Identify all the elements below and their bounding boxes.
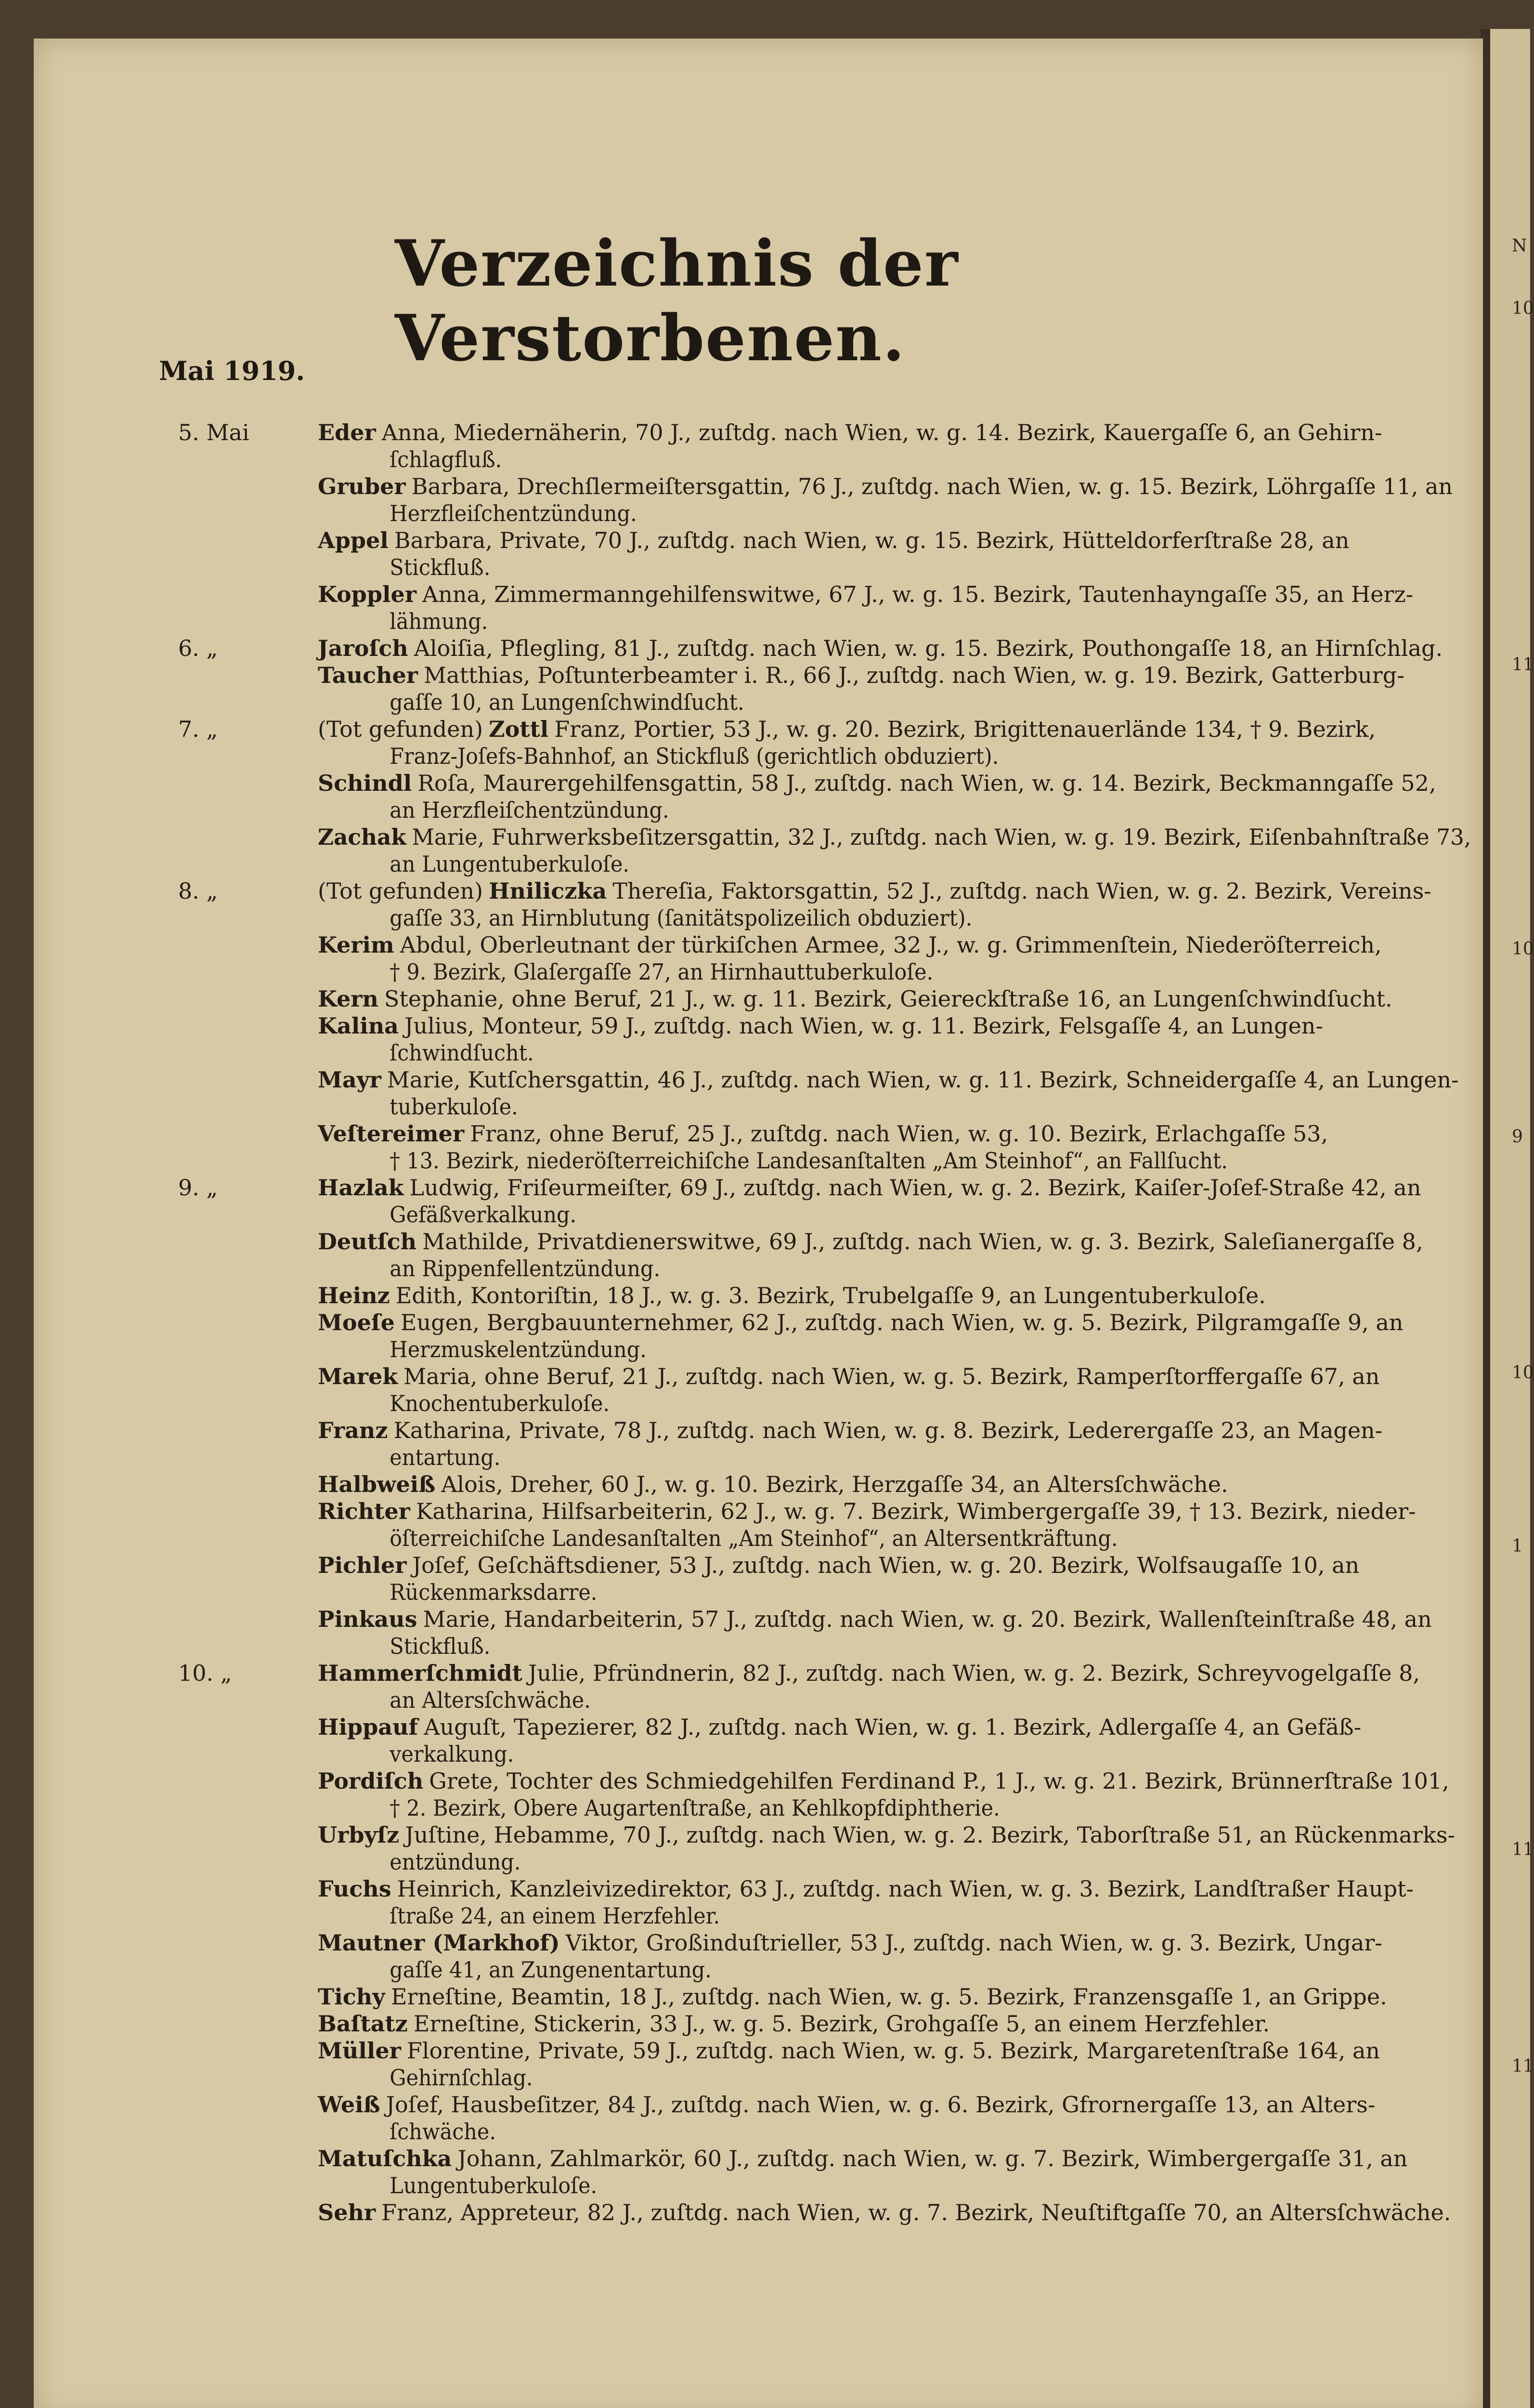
entry-surname: Hazlak: [318, 1175, 404, 1201]
register-entry: [318, 1363, 1471, 1417]
register-entry: [318, 1767, 1471, 1821]
register-entry: [318, 1228, 1471, 1282]
entry-surname: Marek: [318, 1363, 398, 1389]
register-entry: [318, 2145, 1471, 2199]
entry-details: Franz, Portier, 53 J., w. g. 20. Bezirk, Brigittenauerlände 134, † 9. Bezirk,: [554, 716, 1376, 742]
entry-continuation: gaſſe 10, an Lungenſchwindſucht.: [390, 689, 744, 715]
entry-date: 9. „: [178, 1175, 218, 1201]
entry-first-line: [318, 716, 1471, 743]
register-entry: [318, 581, 1471, 635]
entry-continuation: Rückenmarksdarre.: [390, 1579, 598, 1605]
entry-first-line: [318, 1309, 1471, 1336]
month-heading: Mai 1919.: [159, 355, 305, 386]
register-entry: [318, 1714, 1471, 1767]
entry-details: Barbara, Private, 70 J., zuſtdg. nach Wien, w. g. 15. Bezirk, Hütteldorferſtraße 28, an: [394, 527, 1350, 553]
entry-date: 5. Mai: [178, 419, 249, 445]
register-entry: [318, 1929, 1471, 1983]
entry-continuation: Stickfluß.: [390, 1633, 491, 1659]
entry-note: (Tot gefunden): [318, 716, 483, 742]
entry-continuation: Franz-Joſefs-Bahnhof, an Stickfluß (gerichtlich obduziert).: [390, 743, 999, 769]
entry-note: (Tot gefunden): [318, 878, 483, 904]
entry-details: Auguſt, Tapezierer, 82 J., zuſtdg. nach Wien, w. g. 1. Bezirk, Adlergaſſe 4, an Gefäß-: [424, 1714, 1362, 1740]
entry-first-line: [318, 1552, 1471, 1579]
entry-details: Edith, Kontoriſtin, 18 J., w. g. 3. Bezirk, Trubelgaſſe 9, an Lungentuberkuloſe.: [395, 1283, 1266, 1309]
entry-first-line: [318, 2199, 1471, 2226]
entry-details: Erneſtine, Beamtin, 18 J., zuſtdg. nach Wien, w. g. 5. Bezirk, Franzensgaſſe 1, an Grippe.: [390, 1984, 1387, 2010]
entry-surname: Mautner (Markhof): [318, 1930, 560, 1956]
entry-details: Alois, Dreher, 60 J., w. g. 10. Bezirk, Herzgaſſe 34, an Altersſchwäche.: [441, 1471, 1228, 1497]
edge-character: 9: [1512, 1127, 1523, 1147]
edge-character: 11: [1512, 655, 1534, 675]
edge-character: 1: [1512, 1536, 1523, 1556]
edge-character: N: [1512, 236, 1527, 256]
entry-details: Matthias, Poſtunterbeamter i. R., 66 J., zuſtdg. nach Wien, w. g. 19. Bezirk, Gatterburg-: [424, 662, 1404, 688]
entry-continuation: ſtraße 24, an einem Herzfehler.: [390, 1903, 720, 1929]
entry-details: Mathilde, Privatdienerswitwe, 69 J., zuſtdg. nach Wien, w. g. 3. Bezirk, Saleſianergaſſe 8,: [422, 1229, 1423, 1255]
entry-surname: Richter: [318, 1498, 410, 1524]
entry-surname: Pordiſch: [318, 1768, 424, 1794]
register-entry: [318, 1471, 1471, 1498]
entry-surname: Baſtatz: [318, 2011, 408, 2037]
entry-continuation: an Herzfleiſchentzündung.: [390, 797, 669, 823]
entry-date: 6. „: [178, 635, 218, 661]
entry-first-line: [318, 1174, 1471, 1201]
entry-details: Heinrich, Kanzleivizedirektor, 63 J., zuſtdg. nach Wien, w. g. 3. Bezirk, Landſtraßer Haupt-: [397, 1876, 1414, 1902]
death-register-list: [178, 419, 1471, 2226]
entry-first-line: [318, 662, 1471, 689]
entry-continuation: Herzfleiſchentzündung.: [390, 500, 637, 526]
register-entry: [318, 931, 1471, 985]
entry-details: Viktor, Großinduſtrieller, 53 J., zuſtdg. nach Wien, w. g. 3. Bezirk, Ungar-: [565, 1930, 1382, 1956]
entry-details: Julius, Monteur, 59 J., zuſtdg. nach Wien, w. g. 11. Bezirk, Felsgaſſe 4, an Lungen-: [404, 1013, 1323, 1039]
entry-first-line: [318, 1417, 1471, 1444]
entry-details: Roſa, Maurergehilfensgattin, 58 J., zuſtdg. nach Wien, w. g. 14. Bezirk, Beckmanngaſſe 52,: [417, 770, 1436, 796]
entry-first-line: [318, 770, 1471, 797]
entry-surname: Kalina: [318, 1013, 399, 1039]
entry-first-line: [318, 2091, 1471, 2118]
register-entry: [318, 1821, 1471, 1875]
entry-surname: Kerim: [318, 932, 394, 958]
register-entry: [318, 985, 1471, 1012]
entry-details: Anna, Miedernäherin, 70 J., zuſtdg. nach Wien, w. g. 14. Bezirk, Kauergaſſe 6, an Gehirn-: [381, 419, 1382, 445]
entry-first-line: [318, 985, 1471, 1012]
entry-first-line: [318, 1821, 1471, 1848]
entry-surname: Weiß: [318, 2092, 380, 2118]
entry-first-line: [318, 1066, 1471, 1093]
edge-character: 10: [1512, 939, 1534, 959]
entry-surname: Kern: [318, 986, 378, 1012]
entry-details: Erneſtine, Stickerin, 33 J., w. g. 5. Bezirk, Grohgaſſe 5, an einem Herzfehler.: [413, 2011, 1270, 2037]
entry-first-line: [318, 419, 1471, 446]
entry-continuation: Gehirnſchlag.: [390, 2065, 533, 2091]
entry-continuation: entzündung.: [390, 1849, 521, 1875]
entry-surname: Urbyſz: [318, 1822, 400, 1848]
entry-first-line: [318, 2145, 1471, 2172]
entry-surname: Schindl: [318, 770, 412, 796]
entry-first-line: [318, 1714, 1471, 1741]
entry-continuation: entartung.: [390, 1444, 501, 1470]
register-entry: [318, 1309, 1471, 1363]
entry-surname: Koppler: [318, 581, 416, 607]
register-entry: [318, 527, 1471, 581]
entry-details: Eugen, Bergbauunternehmer, 62 J., zuſtdg. nach Wien, w. g. 5. Bezirk, Pilgramgaſſe 9, an: [400, 1309, 1404, 1335]
register-entry: [178, 1174, 1471, 1228]
entry-surname: Mayr: [318, 1067, 381, 1093]
edge-character: 10: [1512, 299, 1534, 318]
entry-surname: Hippauf: [318, 1714, 418, 1740]
register-entry: [318, 662, 1471, 716]
register-entry: [318, 1552, 1471, 1606]
entry-continuation: Gefäßverkalkung.: [390, 1202, 577, 1228]
entry-continuation: Stickfluß.: [390, 554, 491, 580]
entry-details: Marie, Kutſchersgattin, 46 J., zuſtdg. nach Wien, w. g. 11. Bezirk, Schneidergaſſe 4, an Lungen-: [387, 1067, 1459, 1093]
entry-first-line: [318, 1282, 1471, 1309]
entry-first-line: [318, 1363, 1471, 1390]
entry-first-line: [318, 527, 1471, 554]
entry-continuation: an Lungentuberkuloſe.: [390, 851, 629, 877]
page-title: Verzeichnis der Verstorbenen.: [395, 226, 959, 376]
edge-character: 10: [1512, 1363, 1534, 1383]
register-entry: [178, 635, 1471, 662]
entry-first-line: [318, 1606, 1471, 1633]
entry-date: 7. „: [178, 716, 218, 742]
entry-continuation: an Rippenfellentzündung.: [390, 1256, 661, 1282]
register-entry: [318, 2199, 1471, 2226]
entry-first-line: [318, 1012, 1471, 1039]
entry-surname: Taucher: [318, 662, 418, 688]
entry-details: Marie, Fuhrwerksbeſitzersgattin, 32 J., zuſtdg. nach Wien, w. g. 19. Bezirk, Eiſenbahnſtraße 73,: [412, 824, 1471, 850]
entry-continuation: verkalkung.: [390, 1741, 514, 1767]
register-entry: [178, 877, 1471, 931]
entry-details: Joſef, Geſchäftsdiener, 53 J., zuſtdg. nach Wien, w. g. 20. Bezirk, Wolfsaugaſſe 10, an: [412, 1552, 1360, 1578]
entry-details: Florentine, Private, 59 J., zuſtdg. nach Wien, w. g. 5. Bezirk, Margaretenſtraße 164, an: [406, 2038, 1380, 2064]
register-entry: [318, 770, 1471, 824]
edge-character: 11: [1512, 1840, 1534, 1859]
entry-details: Franz, ohne Beruf, 25 J., zuſtdg. nach Wien, w. g. 10. Bezirk, Erlachgaſſe 53,: [470, 1121, 1328, 1147]
entry-surname: Pichler: [318, 1552, 407, 1578]
register-entry: [318, 1066, 1471, 1120]
entry-surname: Sehr: [318, 2199, 376, 2225]
entry-first-line: [318, 1660, 1471, 1687]
entry-first-line: [318, 824, 1471, 851]
entry-details: Marie, Handarbeiterin, 57 J., zuſtdg. nach Wien, w. g. 20. Bezirk, Wallenſteinſtraße 48, an: [423, 1606, 1432, 1632]
entry-continuation: ſchlagfluß.: [390, 446, 502, 472]
entry-surname: Tichy: [318, 1984, 385, 2010]
entry-details: Ludwig, Friſeurmeiſter, 69 J., zuſtdg. nach Wien, w. g. 2. Bezirk, Kaiſer-Joſef-Straße 42, an: [409, 1175, 1421, 1201]
entry-continuation: gaſſe 33, an Hirnblutung (ſanitätspolizeilich obduziert).: [390, 905, 973, 931]
entry-surname: Franz: [318, 1417, 388, 1443]
entry-surname: Hniliczka: [489, 878, 607, 904]
entry-surname: Heinz: [318, 1283, 390, 1309]
entry-first-line: [318, 1498, 1471, 1525]
entry-details: Katharina, Hilfsarbeiterin, 62 J., w. g. 7. Bezirk, Wimbergergaſſe 39, † 13. Bezirk, nieder-: [416, 1498, 1416, 1524]
entry-surname: Matuſchka: [318, 2146, 452, 2172]
entry-first-line: [318, 635, 1471, 662]
entry-continuation: ſchwäche.: [390, 2119, 496, 2145]
entry-details: Stephanie, ohne Beruf, 21 J., w. g. 11. Bezirk, Geiereckſtraße 16, an Lungenſchwindſucht.: [384, 986, 1392, 1012]
register-entry: [318, 2091, 1471, 2145]
entry-continuation: Herzmuskelentzündung.: [390, 1336, 647, 1362]
entry-continuation: lähmung.: [390, 608, 488, 634]
entry-surname: Gruber: [318, 473, 406, 499]
entry-continuation: tuberkuloſe.: [390, 1094, 518, 1120]
entry-details: Joſef, Hausbeſitzer, 84 J., zuſtdg. nach Wien, w. g. 6. Bezirk, Gfrornergaſſe 13, an Alters-: [386, 2092, 1376, 2118]
entry-first-line: [318, 2037, 1471, 2064]
entry-date: 10. „: [178, 1660, 232, 1686]
entry-first-line: [318, 1767, 1471, 1794]
register-entry: [318, 473, 1471, 527]
entry-first-line: [318, 473, 1471, 500]
entry-surname: Pinkaus: [318, 1606, 417, 1632]
entry-surname: Halbweiß: [318, 1471, 436, 1497]
edge-character: 11: [1512, 2056, 1534, 2076]
register-entry: [178, 419, 1471, 473]
register-entry: [318, 1012, 1471, 1066]
entry-details: Juſtine, Hebamme, 70 J., zuſtdg. nach Wien, w. g. 2. Bezirk, Taborſtraße 51, an Rückenmarks-: [405, 1822, 1456, 1848]
entry-surname: Veſtereimer: [318, 1121, 465, 1147]
entry-continuation: Knochentuberkuloſe.: [390, 1390, 610, 1416]
register-entry: [318, 1606, 1471, 1660]
register-entry: [318, 1120, 1471, 1174]
adjacent-page-edge: [1490, 29, 1530, 2408]
register-entry: [318, 824, 1471, 877]
entry-surname: Müller: [318, 2038, 401, 2064]
entry-details: Johann, Zahlmarkör, 60 J., zuſtdg. nach Wien, w. g. 7. Bezirk, Wimbergergaſſe 31, an: [457, 2146, 1408, 2172]
entry-first-line: [318, 1228, 1471, 1255]
entry-surname: Moeſe: [318, 1309, 395, 1335]
register-entry: [318, 1417, 1471, 1471]
entry-first-line: [318, 1983, 1471, 2010]
entry-first-line: [318, 931, 1471, 958]
register-entry: [178, 1660, 1471, 1714]
entry-continuation: Lungentuberkuloſe.: [390, 2172, 598, 2199]
register-entry: [318, 1498, 1471, 1552]
entry-details: Thereſia, Faktorsgattin, 52 J., zuſtdg. nach Wien, w. g. 2. Bezirk, Vereins-: [612, 878, 1431, 904]
entry-first-line: [318, 2010, 1471, 2037]
entry-first-line: [318, 877, 1471, 904]
entry-date: 8. „: [178, 878, 218, 904]
entry-continuation: gaſſe 41, an Zungenentartung.: [390, 1957, 712, 1983]
entry-details: Barbara, Drechſlermeiſtersgattin, 76 J., zuſtdg. nach Wien, w. g. 15. Bezirk, Löhrgaſſe 11, an: [411, 473, 1453, 499]
entry-continuation: an Altersſchwäche.: [390, 1687, 591, 1713]
entry-first-line: [318, 581, 1471, 608]
register-entry: [318, 1983, 1471, 2010]
entry-surname: Deutſch: [318, 1229, 417, 1255]
entry-continuation: öſterreichiſche Landesanſtalten „Am Steinhof“, an Altersentkräftung.: [390, 1525, 1118, 1551]
entry-surname: Hammerſchmidt: [318, 1660, 522, 1686]
entry-details: Franz, Appreteur, 82 J., zuſtdg. nach Wien, w. g. 7. Bezirk, Neuſtiftgaſſe 70, an Altersſchwäche.: [381, 2199, 1451, 2225]
entry-details: Katharina, Private, 78 J., zuſtdg. nach Wien, w. g. 8. Bezirk, Lederergaſſe 23, an Magen-: [393, 1417, 1383, 1443]
entry-continuation: † 13. Bezirk, niederöſterreichiſche Landesanſtalten „Am Steinhof“, an Fallſucht.: [390, 1148, 1228, 1174]
entry-details: Julie, Pfründnerin, 82 J., zuſtdg. nach Wien, w. g. 2. Bezirk, Schreyvogelgaſſe 8,: [528, 1660, 1420, 1686]
entry-first-line: [318, 1120, 1471, 1147]
entry-continuation: † 9. Bezirk, Glaſergaſſe 27, an Hirnhauttuberkuloſe.: [390, 959, 934, 985]
entry-continuation: ſchwindſucht.: [390, 1040, 534, 1066]
register-entry: [318, 2037, 1471, 2091]
entry-first-line: [318, 1471, 1471, 1498]
entry-details: Grete, Tochter des Schmiedgehilfen Ferdinand P., 1 J., w. g. 21. Bezirk, Brünnerſtraße 101,: [429, 1768, 1449, 1794]
entry-details: Abdul, Oberleutnant der türkiſchen Armee, 32 J., w. g. Grimmenſtein, Niederöſterreich,: [400, 932, 1382, 958]
entry-surname: Zottl: [489, 716, 549, 742]
entry-surname: Appel: [318, 527, 389, 553]
entry-details: Maria, ohne Beruf, 21 J., zuſtdg. nach Wien, w. g. 5. Bezirk, Ramperſtorffergaſſe 67, an: [403, 1363, 1380, 1389]
entry-first-line: [318, 1875, 1471, 1902]
register-entry: [318, 2010, 1471, 2037]
entry-details: Anna, Zimmermanngehilfenswitwe, 67 J., w. g. 15. Bezirk, Tautenhayngaſſe 35, an Herz-: [422, 581, 1414, 607]
entry-surname: Zachak: [318, 824, 406, 850]
register-entry: [318, 1282, 1471, 1309]
entry-first-line: [318, 1929, 1471, 1956]
register-entry: [178, 716, 1471, 770]
entry-surname: Fuchs: [318, 1876, 391, 1902]
entry-continuation: † 2. Bezirk, Obere Augartenſtraße, an Kehlkopfdiphtherie.: [390, 1795, 1000, 1821]
entry-surname: Eder: [318, 419, 376, 445]
register-entry: [318, 1875, 1471, 1929]
entry-details: Aloiſia, Pflegling, 81 J., zuſtdg. nach Wien, w. g. 15. Bezirk, Pouthongaſſe 18, an Hirnſchlag.: [414, 635, 1443, 661]
entry-surname: Jaroſch: [318, 635, 408, 661]
